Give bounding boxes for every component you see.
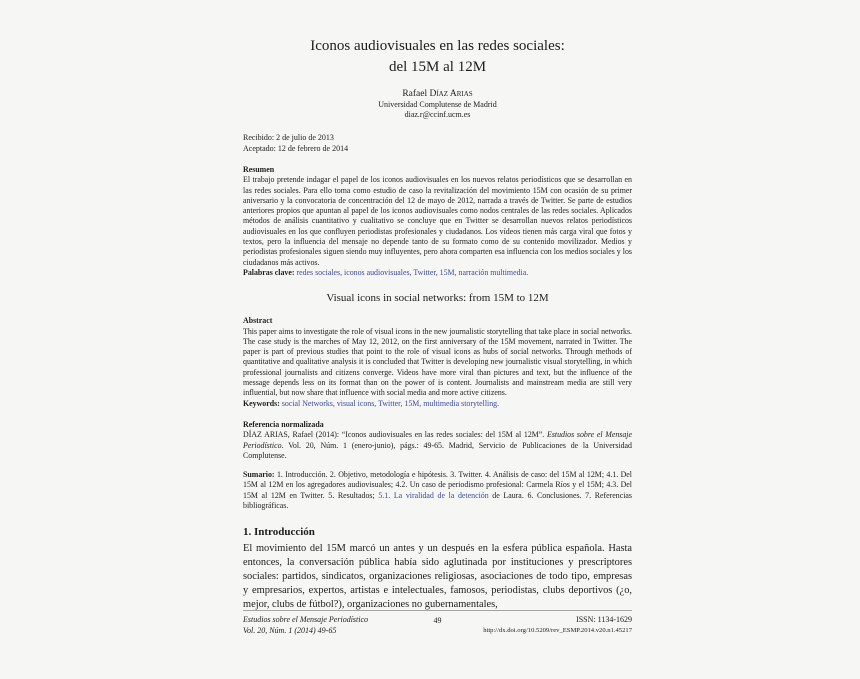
intro-paragraph: El movimiento del 15M marcó un antes y un después en la esfera pública española. Hasta entonces, la conversación pública había sido aglutinada por instituciones y prescriptores sociales: partidos, sindicatos, organizaciones religiosas, asociaciones de todo tipo, empresas y empresarios, expertos, artistas e intelectuales, famosos, periodistas, clubs deportivos (¿o, mejor, clubs de fútbol?), organizaciones no gubernamentales,: [243, 543, 632, 611]
email-link[interactable]: diaz.r@ccinf.ucm.es: [404, 110, 471, 119]
resumen-text: El trabajo pretende indagar el papel de los iconos audiovisuales en los nuevos relatos periodísticos que se desarrollan en las redes sociales. Para ello toma como estudio de caso la revitalización del movimiento 15M con ocasión de su primer aniversario y la convocatoria de concentración del 12 de mayo de 2012, narrada a través de Twitter. Se parte de estudios anteriores propios que apuntan al papel de los iconos audiovisuales como nodos centrales de las redes sociales. Aplicados métodos de análisis cuantitativo y cualitativo se concluye que en Twitter se desarrollan nuevos relatos periodísticos audiovisuales en los que confluyen periodistas profesionales y ciudadanos. Los vídeos tienen más carga viral que fotos y textos, pero la influencia del mensaje no depende tanto de su formato como de su contenido movilizador. Medios y periodistas profesionales siguen siendo muy influyentes, pero ahora comparten esa influencia con los medios sociales y los ciudadanos más activos.: [243, 175, 632, 267]
sumario-text1: 1. Introducción. 2. Objetivo, metodología e hipótesis. 3. Twitter. 4. Análisis de caso: del 15M al 12M; 4.1. Del 15M al 12M en los agregadores audiovisuales; 4.2. Un caso de periodismo profesional: Carmela Ríos y el 15M; 4.3. Del 15M al 12M en Twitter. 5. Resultados;: [243, 470, 632, 500]
abstract-text: This paper aims to investigate the role of visual icons in the new journalistic storytelling that take place in social networks. The case study is the marches of May 12, 2012, on the first anniversary of the 15M movement, narrated in Twitter. The paper is part of previous studies that point to the role of visual icons as hubs of social networks. Through methods of quantitative and qualitative analysis it is concluded that Twitter is developing new journalistic visual storytelling, in which professional journalists and citizens converge. Videos have more viral than pictures and text, but the influence of the message depends less on its format than on the power of is content. Journalists and mainstream media are still very influential, but now share that influence with social media and more active citizens.: [243, 326, 632, 398]
issn: ISSN: 1134-1629: [576, 615, 632, 624]
footer-journal-block: [243, 615, 434, 636]
referencia-journal: Estudios sobre el Mensaje Periodístico.: [243, 430, 632, 450]
referencia-heading: Referencia normalizada: [243, 419, 324, 429]
dates-block: [243, 133, 632, 154]
received-date: Recibido: 2 de julio de 2013: [243, 133, 334, 142]
author-block: [243, 88, 632, 120]
referencia-body: [243, 430, 632, 461]
keywords-label: Keywords:: [243, 398, 280, 408]
referencia-details: Vol. 20, Núm. 1 (enero-junio), págs.: 49-65. Madrid, Servicio de Publicaciones de la Universidad Complutense.: [243, 440, 632, 460]
text-column: [243, 0, 632, 612]
sumario-label: Sumario:: [243, 470, 275, 480]
author-name: [243, 88, 632, 100]
accepted-date: Aceptado: 12 de febrero de 2014: [243, 143, 349, 153]
resumen-body: [243, 175, 632, 278]
resumen-heading: Resumen: [243, 165, 275, 174]
footer-issn-block: [442, 615, 633, 636]
page-number: 49: [433, 616, 442, 625]
sumario: [243, 470, 632, 511]
doi-link[interactable]: http://dx.doi.org/10.5209/rev_ESMP.2014.v20.n1.45217: [483, 626, 632, 634]
author-first-name: Rafael: [402, 89, 428, 99]
article-title: [243, 36, 632, 78]
abstract-body: [243, 327, 632, 409]
referencia-authors: DÍAZ ARIAS, Rafael (2014): “Iconos audiovisuales en las redes sociales: del 15M al 12M”.: [243, 430, 547, 440]
article-title-line2: del 15M al 12M: [388, 59, 487, 75]
palabras-clave-label: Palabras clave:: [243, 267, 295, 277]
sumario-text2: de Laura. 6. Conclusiones. 7. Referencias bibliográficas.: [243, 490, 632, 511]
abstract-heading: Abstract: [243, 316, 273, 326]
intro-heading: 1. Introducción: [243, 526, 315, 539]
sumario-link[interactable]: 5.1. La viralidad de la detención: [378, 490, 489, 500]
affiliation: Universidad Complutense de Madrid: [378, 100, 497, 109]
journal-name: Estudios sobre el Mensaje Periodístico: [243, 615, 369, 624]
article-title-line1: Iconos audiovisuales en las redes sociales:: [310, 38, 565, 54]
palabras-clave-links[interactable]: redes sociales, iconos audiovisuales, Twitter, 15M, narración multimedia.: [296, 267, 529, 277]
author-last-name: Díaz Arias: [429, 89, 473, 99]
english-title: Visual icons in social networks: from 15M to 12M: [326, 292, 549, 305]
footer: [243, 610, 632, 636]
volume-info: Vol. 20, Núm. 1 (2014) 49-65: [243, 625, 337, 635]
keywords-links[interactable]: social Networks, visual icons, Twitter, 15M, multimedia storytelling.: [281, 398, 500, 408]
